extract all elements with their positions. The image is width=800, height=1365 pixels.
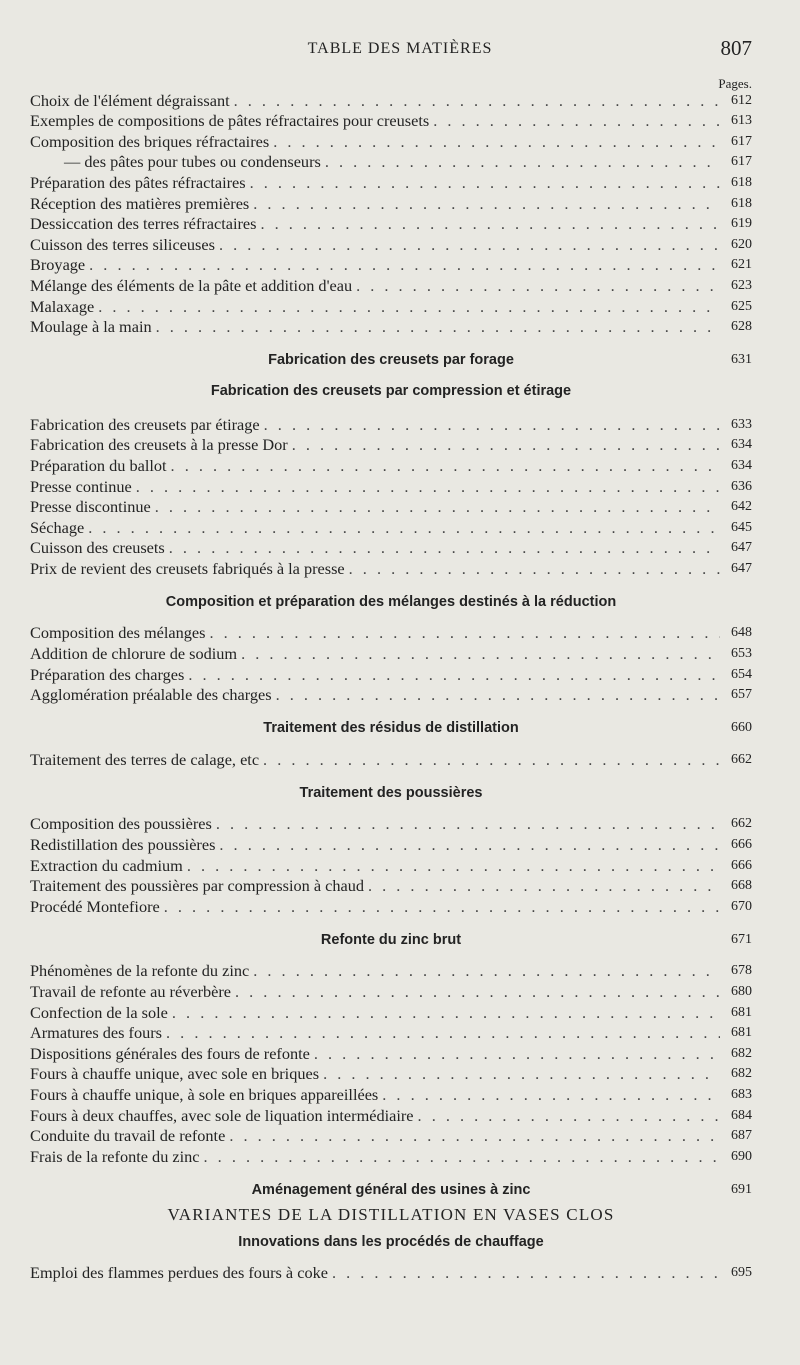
entry-page: 633 (731, 416, 752, 432)
entry-title: Travail de refonte au réverbère (30, 982, 232, 1001)
entry-page: 687 (731, 1128, 752, 1144)
toc-entry (30, 497, 752, 518)
entry-title: Frais de la refonte du zinc (30, 1146, 200, 1166)
dot-leader (349, 559, 720, 579)
entry-page: 642 (731, 499, 752, 515)
toc-entry (30, 1023, 752, 1044)
dot-leader (276, 685, 720, 705)
entry-page: 628 (731, 319, 752, 335)
section-heading (30, 1180, 752, 1200)
dot-leader (273, 132, 720, 152)
page-number: 807 (720, 36, 752, 60)
toc-entry (30, 234, 752, 255)
entry-page: 612 (731, 92, 752, 108)
dot-leader (234, 91, 720, 111)
toc-entry (30, 1043, 752, 1064)
toc-entry (30, 623, 752, 644)
toc-group (30, 90, 752, 337)
section-page: 660 (731, 720, 752, 736)
entry-page: 617 (731, 133, 752, 149)
dot-leader (332, 1263, 720, 1283)
dot-leader (253, 961, 720, 981)
section-title: Fabrication des creusets par forage (268, 352, 514, 369)
section-heading (30, 350, 752, 370)
dot-leader (323, 1064, 720, 1084)
toc-entry (30, 275, 752, 296)
entry-title: Séchage (30, 517, 85, 537)
entry-title: — des pâtes pour tubes ou condenseurs (64, 152, 321, 172)
page-header (0, 36, 800, 68)
entry-page: 695 (731, 1265, 752, 1281)
dot-leader (171, 456, 720, 476)
toc-group (30, 749, 752, 770)
section-title: Refonte du zinc brut (320, 931, 462, 948)
entry-title: Préparation du ballot (30, 455, 167, 475)
entry-page: 682 (731, 1045, 752, 1061)
entry-page: 647 (731, 560, 752, 576)
entry-page: 657 (731, 687, 752, 703)
entry-page: 634 (731, 437, 752, 453)
entry-title: Malaxage (30, 296, 95, 316)
entry-page: 666 (731, 857, 752, 873)
entry-page: 678 (731, 963, 752, 979)
dot-leader (418, 1106, 720, 1126)
toc-entry (30, 834, 752, 855)
dot-leader (264, 415, 720, 435)
entry-title: Préparation des charges (30, 664, 185, 684)
toc-entry (30, 643, 752, 664)
toc-entry (30, 1084, 752, 1105)
toc-group (30, 961, 752, 1167)
toc-entry (30, 1146, 752, 1167)
dot-leader (156, 317, 720, 337)
toc-entry (30, 90, 752, 111)
table-of-contents (30, 90, 752, 1283)
entry-page: 634 (731, 457, 752, 473)
dot-leader (136, 477, 720, 497)
toc-entry (30, 296, 752, 317)
dot-leader (253, 194, 720, 214)
dot-leader (433, 111, 720, 131)
dot-leader (204, 1147, 720, 1167)
toc-group (30, 814, 752, 917)
entry-page: 681 (731, 1004, 752, 1020)
entry-title: Traitement des poussières par compression à chaud (30, 876, 364, 896)
entry-title: Fours à deux chauffes, avec sole de liquation intermédiaire (30, 1105, 414, 1125)
entry-page: 623 (731, 277, 752, 293)
entry-title: Redistillation des poussières (30, 835, 216, 855)
entry-title: Cuisson des creusets (30, 538, 165, 558)
entry-page: 647 (731, 540, 752, 556)
dot-leader (250, 173, 720, 193)
entry-page: 662 (731, 751, 752, 767)
dot-leader (260, 214, 720, 234)
dot-leader (229, 1126, 720, 1146)
entry-title: Traitement des terres de calage, etc (30, 749, 260, 769)
dot-leader (89, 255, 720, 275)
entry-page: 618 (731, 174, 752, 190)
entry-title: Réception des matières premières (30, 193, 250, 213)
toc-entry (30, 981, 752, 1002)
dot-leader (235, 982, 720, 1002)
toc-entry (30, 855, 752, 876)
entry-page: 681 (731, 1025, 752, 1041)
entry-page: 620 (731, 236, 752, 252)
toc-entry (30, 749, 752, 770)
dot-leader (241, 644, 720, 664)
dot-leader (314, 1044, 720, 1064)
entry-title: Presse continue (30, 476, 132, 496)
entry-page: 636 (731, 478, 752, 494)
entry-title: Préparation des pâtes réfractaires (30, 172, 246, 192)
entry-page: 690 (731, 1148, 752, 1164)
section-heading (30, 930, 752, 950)
toc-entry (30, 558, 752, 579)
toc-entry (30, 814, 752, 835)
entry-page: 670 (731, 898, 752, 914)
entry-page: 617 (731, 154, 752, 170)
dot-leader (169, 538, 720, 558)
entry-page: 619 (731, 216, 752, 232)
section-heading (30, 1232, 752, 1252)
entry-title: Composition des poussières (30, 814, 212, 834)
toc-entry (30, 1263, 752, 1284)
toc-entry (30, 317, 752, 338)
toc-entry (30, 1105, 752, 1126)
section-title: Traitement des résidus de distillation (263, 720, 519, 737)
dot-leader (292, 435, 720, 455)
entry-title: Fours à chauffe unique, à sole en briques appareillées (30, 1084, 379, 1104)
dot-leader (98, 297, 720, 317)
dot-leader (155, 497, 720, 517)
entry-page: 621 (731, 257, 752, 273)
section-title: Traitement des poussières (299, 784, 483, 801)
entry-title: Prix de revient des creusets fabriqués à la presse (30, 558, 345, 578)
dot-leader (382, 1085, 720, 1105)
entry-page: 684 (731, 1107, 752, 1123)
toc-entry (30, 255, 752, 276)
toc-entry (30, 1126, 752, 1147)
entry-page: 666 (731, 837, 752, 853)
toc-entry (30, 476, 752, 497)
part-title: VARIANTES DE LA DISTILLATION EN VASES CLOS (167, 1204, 615, 1224)
toc-entry (30, 131, 752, 152)
dot-leader (166, 1023, 720, 1043)
section-title: Innovations dans les procédés de chauffage (238, 1233, 544, 1250)
section-page: 691 (731, 1181, 752, 1197)
section-heading (30, 381, 752, 401)
section-page: 671 (731, 931, 752, 947)
entry-title: Armatures des fours (30, 1023, 163, 1043)
entry-title: Fabrication des creusets à la presse Dor (30, 435, 288, 455)
toc-entry (30, 538, 752, 559)
entry-page: 683 (731, 1086, 752, 1102)
entry-page: 618 (731, 195, 752, 211)
entry-title: Confection de la sole (30, 1002, 168, 1022)
dot-leader (209, 623, 720, 643)
toc-entry (30, 435, 752, 456)
entry-title: Fours à chauffe unique, avec sole en briques (30, 1064, 320, 1084)
dot-leader (216, 814, 720, 834)
entry-page: 662 (731, 816, 752, 832)
running-title: TABLE DES MATIÈRES (307, 40, 493, 57)
toc-group (30, 623, 752, 705)
entry-title: Mélange des éléments de la pâte et addition d'eau (30, 275, 353, 295)
dot-leader (164, 897, 720, 917)
dot-leader (356, 276, 720, 296)
dot-leader (219, 835, 720, 855)
entry-title: Emploi des flammes perdues des fours à coke (30, 1263, 328, 1283)
entry-page: 680 (731, 984, 752, 999)
entry-title: Exemples de compositions de pâtes réfractaires pour creusets (30, 111, 430, 131)
toc-entry (30, 1064, 752, 1085)
section-title: Aménagement général des usines à zinc (251, 1181, 531, 1198)
dot-leader (325, 152, 720, 172)
toc-entry (30, 896, 752, 917)
entry-title: Procédé Montefiore (30, 896, 160, 916)
toc-entry (30, 685, 752, 706)
entry-title: Cuisson des terres siliceuses (30, 234, 215, 254)
toc-entry (30, 876, 752, 897)
entry-title: Choix de l'élément dégraissant (30, 90, 230, 110)
dot-leader (188, 665, 720, 685)
section-page: 631 (731, 352, 752, 368)
entry-title: Fabrication des creusets par étirage (30, 414, 260, 434)
dot-leader (368, 876, 720, 896)
entry-title: Phénomènes de la refonte du zinc (30, 961, 250, 981)
entry-page: 645 (731, 519, 752, 535)
toc-entry (30, 961, 752, 982)
toc-entry (30, 414, 752, 435)
entry-page: 668 (731, 878, 752, 894)
dot-leader (219, 235, 720, 255)
section-title: Fabrication des creusets par compression et étirage (210, 383, 572, 400)
entry-page: 613 (731, 113, 752, 129)
section-heading (30, 718, 752, 738)
entry-page: 648 (731, 625, 752, 641)
toc-entry (30, 1002, 752, 1023)
entry-title: Dessiccation des terres réfractaires (30, 214, 257, 234)
entry-title: Moulage à la main (30, 317, 152, 337)
dot-leader (88, 518, 720, 538)
entry-title: Broyage (30, 255, 86, 275)
toc-group (30, 414, 752, 579)
entry-title: Presse discontinue (30, 497, 151, 517)
dot-leader (187, 856, 720, 876)
entry-title: Extraction du cadmium (30, 855, 183, 875)
toc-entry (30, 214, 752, 235)
entry-page: 654 (731, 666, 752, 682)
section-heading (30, 592, 752, 612)
section-title: Composition et préparation des mélanges destinés à la réduction (165, 593, 617, 610)
entry-title: Agglomération préalable des charges (30, 685, 272, 705)
toc-entry (30, 517, 752, 538)
entry-page: 653 (731, 646, 752, 662)
entry-title: Dispositions générales des fours de refonte (30, 1043, 310, 1063)
toc-entry (30, 152, 752, 173)
entry-title: Composition des briques réfractaires (30, 131, 270, 151)
entry-title: Composition des mélanges (30, 623, 206, 643)
entry-title: Addition de chlorure de sodium (30, 644, 238, 664)
pages-column-label: Pages. (718, 76, 752, 91)
entry-page: 625 (731, 298, 752, 314)
entry-page: 682 (731, 1066, 752, 1082)
toc-entry (30, 111, 752, 132)
toc-entry (30, 455, 752, 476)
section-heading (30, 783, 752, 803)
entry-title: Conduite du travail de refonte (30, 1126, 226, 1146)
dot-leader (172, 1003, 720, 1023)
toc-group (30, 1263, 752, 1284)
dot-leader (263, 750, 720, 770)
toc-entry (30, 172, 752, 193)
toc-entry (30, 193, 752, 214)
toc-entry (30, 664, 752, 685)
